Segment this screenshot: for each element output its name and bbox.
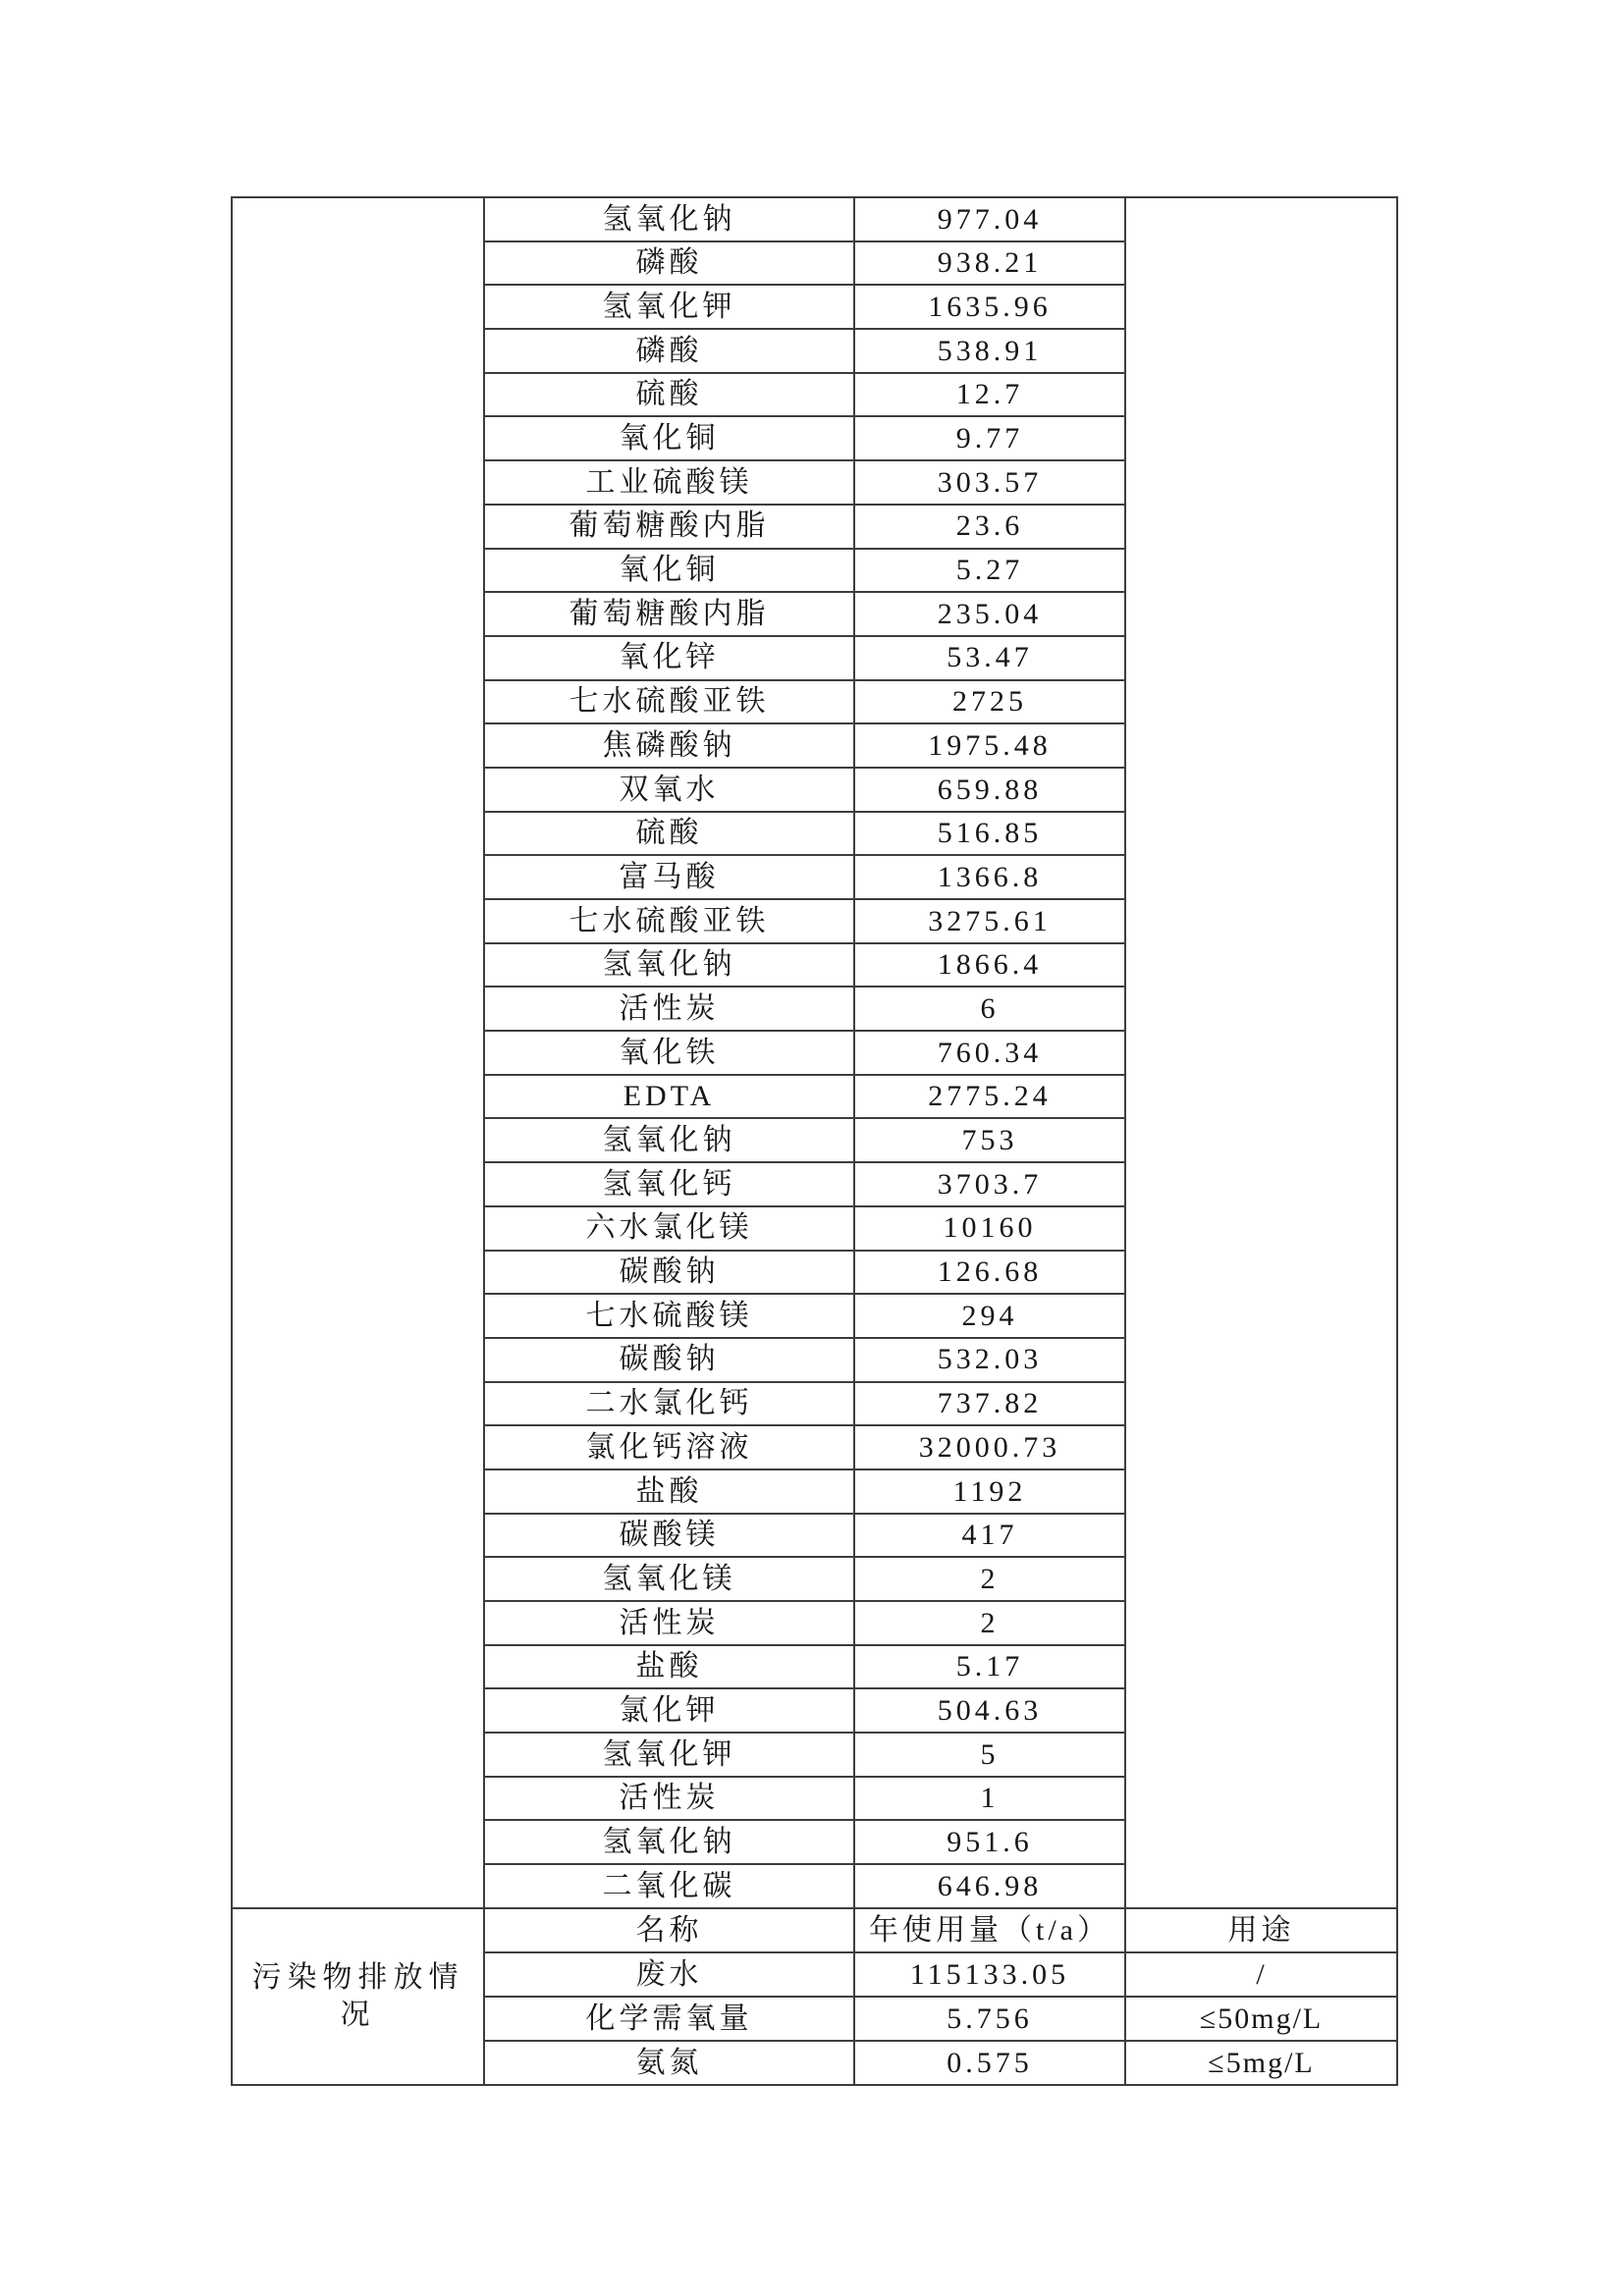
chemical-value-cell: 1 — [854, 1777, 1125, 1821]
chemical-value-cell: 753 — [854, 1118, 1125, 1162]
chemical-name-cell: 磷酸 — [484, 329, 854, 373]
chemical-name-cell: 活性炭 — [484, 1601, 854, 1645]
chemical-value-cell: 659.88 — [854, 768, 1125, 812]
pollutant-use-cell: ≤50mg/L — [1125, 1997, 1397, 2041]
chemical-value-cell: 53.47 — [854, 636, 1125, 680]
chemical-name-cell: 硫酸 — [484, 812, 854, 856]
chemical-name-cell: 碳酸镁 — [484, 1514, 854, 1558]
chemical-name-cell: 氢氧化钾 — [484, 285, 854, 329]
data-table — [231, 196, 1398, 2086]
chemical-value-cell: 294 — [854, 1294, 1125, 1338]
chemical-value-cell: 3275.61 — [854, 899, 1125, 943]
chemical-name-cell: 氢氧化钠 — [484, 1118, 854, 1162]
empty-left-cell — [232, 197, 484, 1908]
chemical-name-cell: 富马酸 — [484, 855, 854, 899]
chemical-value-cell: 9.77 — [854, 416, 1125, 460]
pollutant-amount-cell: 0.575 — [854, 2041, 1125, 2085]
chemical-name-cell: 盐酸 — [484, 1469, 854, 1514]
chemical-name-cell: 氢氧化钠 — [484, 197, 854, 241]
chemical-name-cell: 氢氧化钠 — [484, 943, 854, 988]
chemical-name-cell: 硫酸 — [484, 373, 854, 417]
chemical-name-cell: 活性炭 — [484, 1777, 854, 1821]
chemical-usage-table — [231, 196, 1398, 2086]
pollutant-header-row — [232, 1908, 1397, 1952]
chemical-name-cell: 碳酸钠 — [484, 1338, 854, 1382]
chemical-value-cell: 760.34 — [854, 1031, 1125, 1075]
chemical-value-cell: 2775.24 — [854, 1075, 1125, 1119]
chemical-name-cell: 双氧水 — [484, 768, 854, 812]
pollutant-use-cell: ≤5mg/L — [1125, 2041, 1397, 2085]
chemical-name-cell: 活性炭 — [484, 987, 854, 1031]
chemical-name-cell: 氧化锌 — [484, 636, 854, 680]
chemical-value-cell: 2725 — [854, 680, 1125, 724]
column-header-name: 名称 — [484, 1908, 854, 1952]
chemical-name-cell: 焦磷酸钠 — [484, 723, 854, 768]
chemical-value-cell: 5.17 — [854, 1645, 1125, 1689]
chemical-value-cell: 538.91 — [854, 329, 1125, 373]
chemical-value-cell: 417 — [854, 1514, 1125, 1558]
chemical-value-cell: 5.27 — [854, 549, 1125, 593]
chemical-value-cell: 2 — [854, 1557, 1125, 1601]
chemical-value-cell: 737.82 — [854, 1382, 1125, 1426]
chemical-name-cell: 碳酸钠 — [484, 1251, 854, 1295]
chemical-value-cell: 1635.96 — [854, 285, 1125, 329]
chemical-value-cell: 6 — [854, 987, 1125, 1031]
chemical-value-cell: 977.04 — [854, 197, 1125, 241]
chemical-value-cell: 32000.73 — [854, 1425, 1125, 1469]
chemical-value-cell: 5 — [854, 1733, 1125, 1777]
chemical-value-cell: 2 — [854, 1601, 1125, 1645]
chemical-name-cell: 氢氧化镁 — [484, 1557, 854, 1601]
chemical-value-cell: 235.04 — [854, 592, 1125, 636]
chemical-name-cell: 工业硫酸镁 — [484, 460, 854, 505]
pollutant-use-cell: / — [1125, 1952, 1397, 1997]
chemical-name-cell: 氯化钙溶液 — [484, 1425, 854, 1469]
chemical-name-cell: 二氧化碳 — [484, 1864, 854, 1908]
chemical-name-cell: EDTA — [484, 1075, 854, 1119]
chemical-name-cell: 七水硫酸镁 — [484, 1294, 854, 1338]
chemical-name-cell: 葡萄糖酸内脂 — [484, 505, 854, 549]
chemical-value-cell: 23.6 — [854, 505, 1125, 549]
chemical-name-cell: 氢氧化钾 — [484, 1733, 854, 1777]
chemical-value-cell: 1975.48 — [854, 723, 1125, 768]
pollutant-name-cell: 氨氮 — [484, 2041, 854, 2085]
chemical-value-cell: 1192 — [854, 1469, 1125, 1514]
pollutant-amount-cell: 115133.05 — [854, 1952, 1125, 1997]
chemical-row — [232, 197, 1397, 241]
chemical-name-cell: 葡萄糖酸内脂 — [484, 592, 854, 636]
empty-use-cell — [1125, 197, 1397, 1908]
chemical-name-cell: 氢氧化钙 — [484, 1162, 854, 1206]
chemical-name-cell: 氧化铜 — [484, 549, 854, 593]
pollutant-name-cell: 化学需氧量 — [484, 1997, 854, 2041]
pollutant-section-label: 污染物排放情况 — [232, 1908, 484, 2085]
chemical-value-cell: 126.68 — [854, 1251, 1125, 1295]
chemical-value-cell: 1366.8 — [854, 855, 1125, 899]
chemical-name-cell: 盐酸 — [484, 1645, 854, 1689]
column-header-use: 用途 — [1125, 1908, 1397, 1952]
chemical-value-cell: 3703.7 — [854, 1162, 1125, 1206]
pollutant-amount-cell: 5.756 — [854, 1997, 1125, 2041]
column-header-amount: 年使用量（t/a） — [854, 1908, 1125, 1952]
chemical-value-cell: 10160 — [854, 1206, 1125, 1251]
chemical-name-cell: 二水氯化钙 — [484, 1382, 854, 1426]
chemical-value-cell: 1866.4 — [854, 943, 1125, 988]
chemical-name-cell: 七水硫酸亚铁 — [484, 680, 854, 724]
chemical-name-cell: 六水氯化镁 — [484, 1206, 854, 1251]
chemical-name-cell: 氧化铜 — [484, 416, 854, 460]
chemical-name-cell: 氯化钾 — [484, 1688, 854, 1733]
chemical-value-cell: 12.7 — [854, 373, 1125, 417]
chemical-value-cell: 951.6 — [854, 1820, 1125, 1864]
chemical-value-cell: 303.57 — [854, 460, 1125, 505]
chemical-value-cell: 516.85 — [854, 812, 1125, 856]
chemical-value-cell: 646.98 — [854, 1864, 1125, 1908]
chemical-name-cell: 七水硫酸亚铁 — [484, 899, 854, 943]
chemical-name-cell: 氧化铁 — [484, 1031, 854, 1075]
chemical-name-cell: 磷酸 — [484, 241, 854, 286]
chemical-name-cell: 氢氧化钠 — [484, 1820, 854, 1864]
chemical-value-cell: 938.21 — [854, 241, 1125, 286]
chemical-value-cell: 532.03 — [854, 1338, 1125, 1382]
pollutant-name-cell: 废水 — [484, 1952, 854, 1997]
chemical-value-cell: 504.63 — [854, 1688, 1125, 1733]
